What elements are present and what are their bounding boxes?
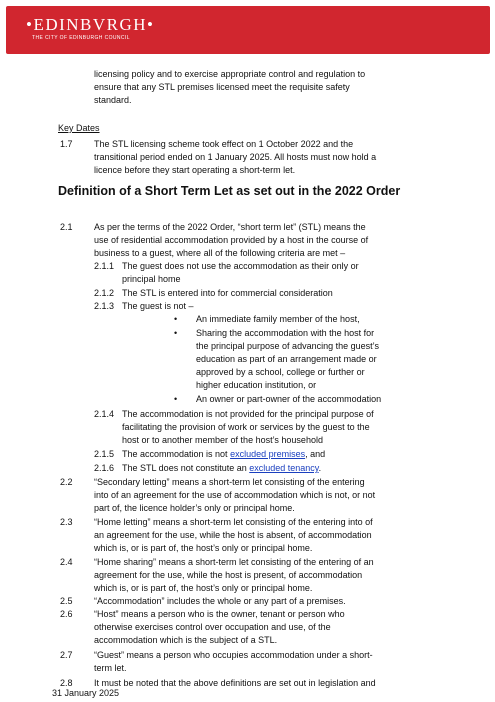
bullet-icon: • — [174, 328, 178, 338]
bullet-line: Sharing the accommodation with the host for — [196, 328, 375, 338]
bullet-icon: • — [174, 314, 178, 324]
clause-line: agreement for the use, while the host is present, of accommodation — [94, 570, 363, 580]
key-dates-line: The STL licensing scheme took effect on 1 October 2022 and the — [94, 139, 354, 149]
subclause-number: 2.1.4 — [94, 409, 115, 419]
excluded-premises-link[interactable]: excluded premises — [230, 449, 306, 459]
subclause-number: 2.1.2 — [94, 288, 115, 298]
bullet-line: the principal purpose of advancing the guest’s — [196, 341, 379, 351]
council-header-banner — [6, 6, 490, 54]
clause-number: 2.2 — [60, 477, 73, 487]
subclause-line: The guest is not – — [122, 301, 194, 311]
intro-line: ensure that any STL premises licensed meet the requisite safety — [94, 82, 350, 92]
clause-line: business to a guest, where all of the following criteria are met – — [94, 248, 346, 258]
clause-line: accommodation which is the subject of a STL. — [94, 635, 278, 645]
clause-line: “Guest” means a person who occupies accommodation under a short- — [94, 650, 373, 660]
footer-date: 31 January 2025 — [52, 688, 120, 698]
subclause-number: 2.1.1 — [94, 261, 115, 271]
section-heading: Definition of a Short Term Let as set out in the 2022 Order — [58, 184, 401, 198]
key-dates-line: transitional period ended on 1 January 2025. All hosts must now hold a — [94, 152, 377, 162]
clause-line: As per the terms of the 2022 Order, “short term let” (STL) means the — [94, 222, 366, 232]
council-logo — [26, 16, 155, 41]
subclause-text: , and — [305, 449, 326, 459]
clause-number: 2.3 — [60, 517, 73, 527]
intro-line: standard. — [94, 95, 132, 105]
subclause-number: 2.1.5 — [94, 449, 115, 459]
subclause-line: The guest does not use the accommodation as their only or — [122, 261, 359, 271]
subclause-text: The STL does not constitute an — [122, 463, 250, 473]
clause-line: “Home letting” means a short-term let consisting of the entering into of — [94, 517, 373, 527]
clause-line: into of an agreement for the use of accommodation which is not, or not — [94, 490, 376, 500]
subclause-line — [122, 462, 321, 475]
bullet-icon: • — [174, 394, 178, 404]
key-dates-line: licence before they start operating a short-term let. — [94, 165, 296, 175]
intro-line: licensing policy and to exercise appropriate control and regulation to — [94, 69, 366, 79]
excluded-tenancy-link[interactable]: excluded tenancy — [249, 463, 319, 473]
subclause-line: host or to another member of the host’s household — [122, 435, 323, 445]
clause-line: use of residential accommodation provided by a host in the course of — [94, 235, 369, 245]
subclause-line: The STL is entered into for commercial consideration — [122, 288, 333, 298]
clause-line: otherwise exercises control over occupation and use, of the — [94, 622, 331, 632]
bullet-line: higher education institution, or — [196, 380, 317, 390]
clause-line: which is, or is part of, the host’s only or principal home. — [94, 543, 313, 553]
clause-line: an agreement for the use, while the host is absent, of accommodation — [94, 530, 372, 540]
key-dates-title: Key Dates — [58, 123, 100, 133]
subclause-text: The accommodation is not — [122, 449, 231, 459]
clause-line: It must be noted that the above definitions are set out in legislation and — [94, 678, 376, 688]
clause-line: which is, or is part of, the host’s only or principal home. — [94, 583, 313, 593]
bullet-line: An owner or part-owner of the accommodation — [196, 394, 382, 404]
logo-wordmark: •EDINBVRGH• — [26, 15, 155, 34]
subclause-line: principal home — [122, 274, 181, 284]
subclause-number: 2.1.6 — [94, 463, 115, 473]
subclause-line: facilitating the provision of work or services by the guest to the — [122, 422, 370, 432]
clause-line: “Secondary letting” means a short-term let consisting of the entering — [94, 477, 365, 487]
subclause-number: 2.1.3 — [94, 301, 115, 311]
clause-line: “Accommodation” includes the whole or any part of a premises. — [94, 596, 346, 606]
bullet-line: An immediate family member of the host, — [196, 314, 360, 324]
logo-subtitle: THE CITY OF EDINBURGH COUNCIL — [32, 35, 130, 41]
subclause-text: . — [318, 463, 322, 473]
subclause-line: The accommodation is not provided for the principal purpose of — [122, 409, 374, 419]
clause-number: 2.1 — [60, 222, 73, 232]
clause-number: 2.8 — [60, 678, 73, 688]
clause-number: 2.5 — [60, 596, 73, 606]
bullet-line: approved by a school, college or further or — [196, 367, 365, 377]
bullet-line: education as part of an arrangement made or — [196, 354, 377, 364]
clause-line: “Home sharing” means a short-term let consisting of the entering of an — [94, 557, 374, 567]
clause-number: 2.4 — [60, 557, 73, 567]
subclause-line — [122, 448, 325, 461]
clause-number: 2.7 — [60, 650, 73, 660]
clause-number: 2.6 — [60, 609, 73, 619]
clause-line: part of, the licence holder’s only or principal home. — [94, 503, 295, 513]
clause-line: “Host” means a person who is the owner, tenant or person who — [94, 609, 345, 619]
clause-line: term let. — [94, 663, 127, 673]
clause-number: 1.7 — [60, 139, 73, 149]
